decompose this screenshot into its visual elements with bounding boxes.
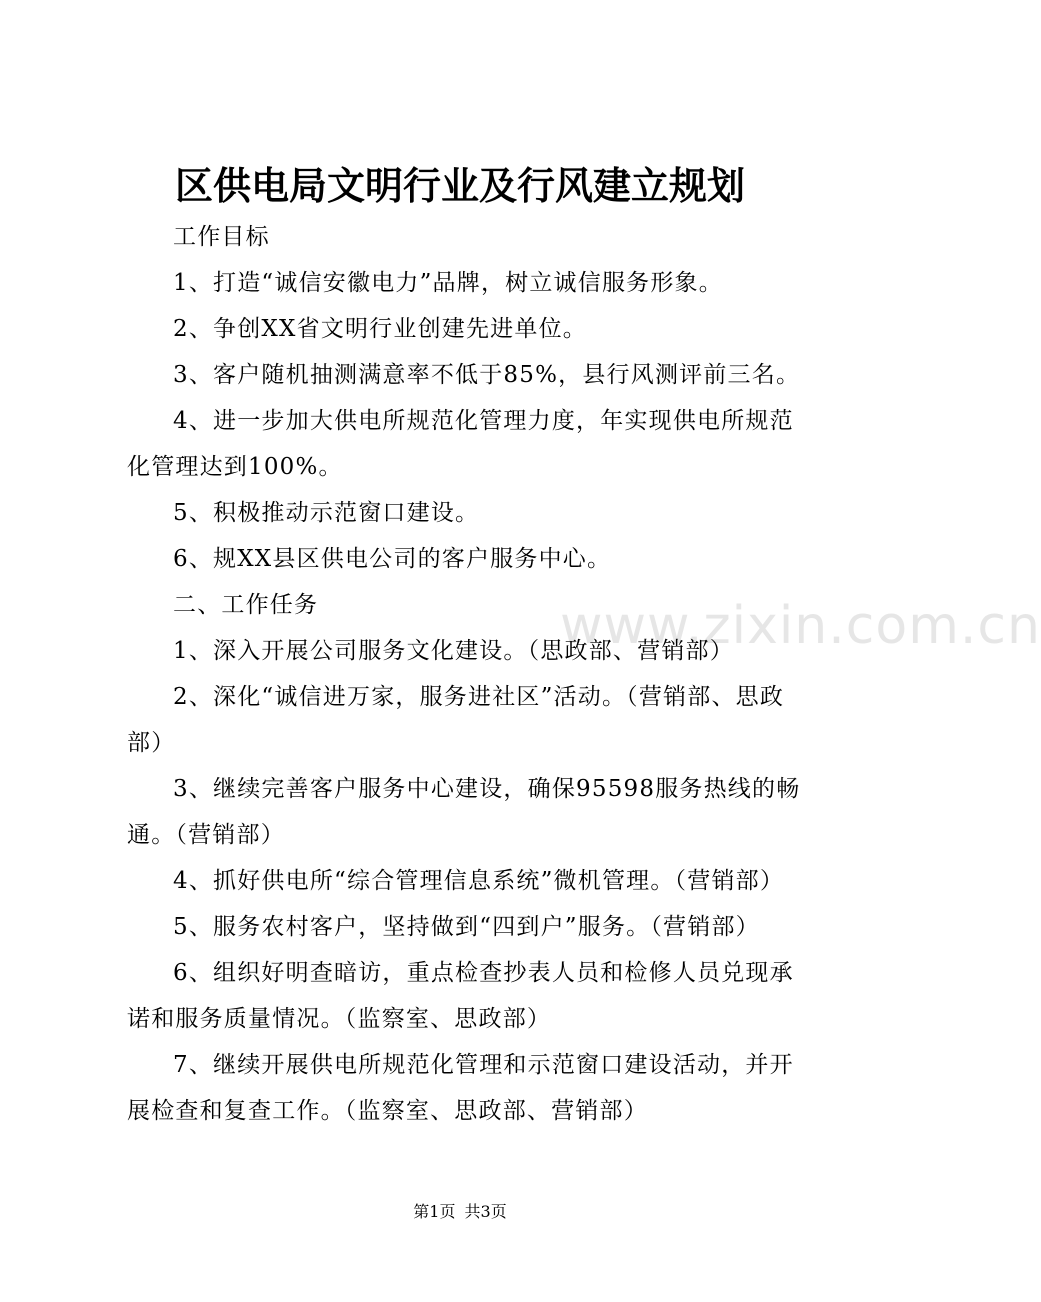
task-item-7: 7、继续开展供电所规范化管理和示范窗口建设活动，并开展检查和复查工作。（监察室、思政部、营销部）: [127, 1052, 794, 1124]
page-footer: [0, 1197, 920, 1227]
goal-item-5: 5、积极推动示范窗口建设。: [173, 500, 480, 526]
goal-item-4: 4、进一步加大供电所规范化管理力度，年实现供电所规范化管理达到100%。: [127, 408, 794, 480]
section-heading-tasks: 二、工作任务: [173, 592, 319, 618]
task-item-3: 3、继续完善客户服务中心建设，确保95598服务热线的畅通。（营销部）: [127, 776, 801, 848]
task-item-4: 4、抓好供电所“综合管理信息系统”微机管理。（营销部）: [173, 868, 785, 894]
watermark: www.zixin.com.cn: [560, 596, 1041, 656]
page-number: 第1页: [413, 1202, 456, 1221]
task-item-2: 2、深化“诚信进万家，服务进社区”活动。（营销部、思政部）: [127, 684, 785, 756]
task-item-6: 6、组织好明查暗访，重点检查抄表人员和检修人员兑现承诺和服务质量情况。（监察室、思政部）: [127, 960, 794, 1032]
page-total: 共3页: [464, 1202, 507, 1221]
goal-item-1: 1、打造“诚信安徽电力”品牌，树立诚信服务形象。: [173, 270, 723, 296]
section-heading-goals: 工作目标: [173, 224, 270, 250]
document-title: 区供电局文明行业及行风建立规划: [174, 163, 745, 208]
document-body: [127, 214, 807, 1134]
task-item-5: 5、服务农村客户，坚持做到“四到户”服务。（营销部）: [173, 914, 760, 940]
goal-item-2: 2、争创XX省文明行业创建先进单位。: [173, 316, 587, 342]
goal-item-6: 6、规XX县区供电公司的客户服务中心。: [173, 546, 612, 572]
task-item-1: 1、深入开展公司服务文化建设。（思政部、营销部）: [173, 638, 734, 664]
goal-item-3: 3、客户随机抽测满意率不低于85%，县行风测评前三名。: [173, 362, 801, 388]
